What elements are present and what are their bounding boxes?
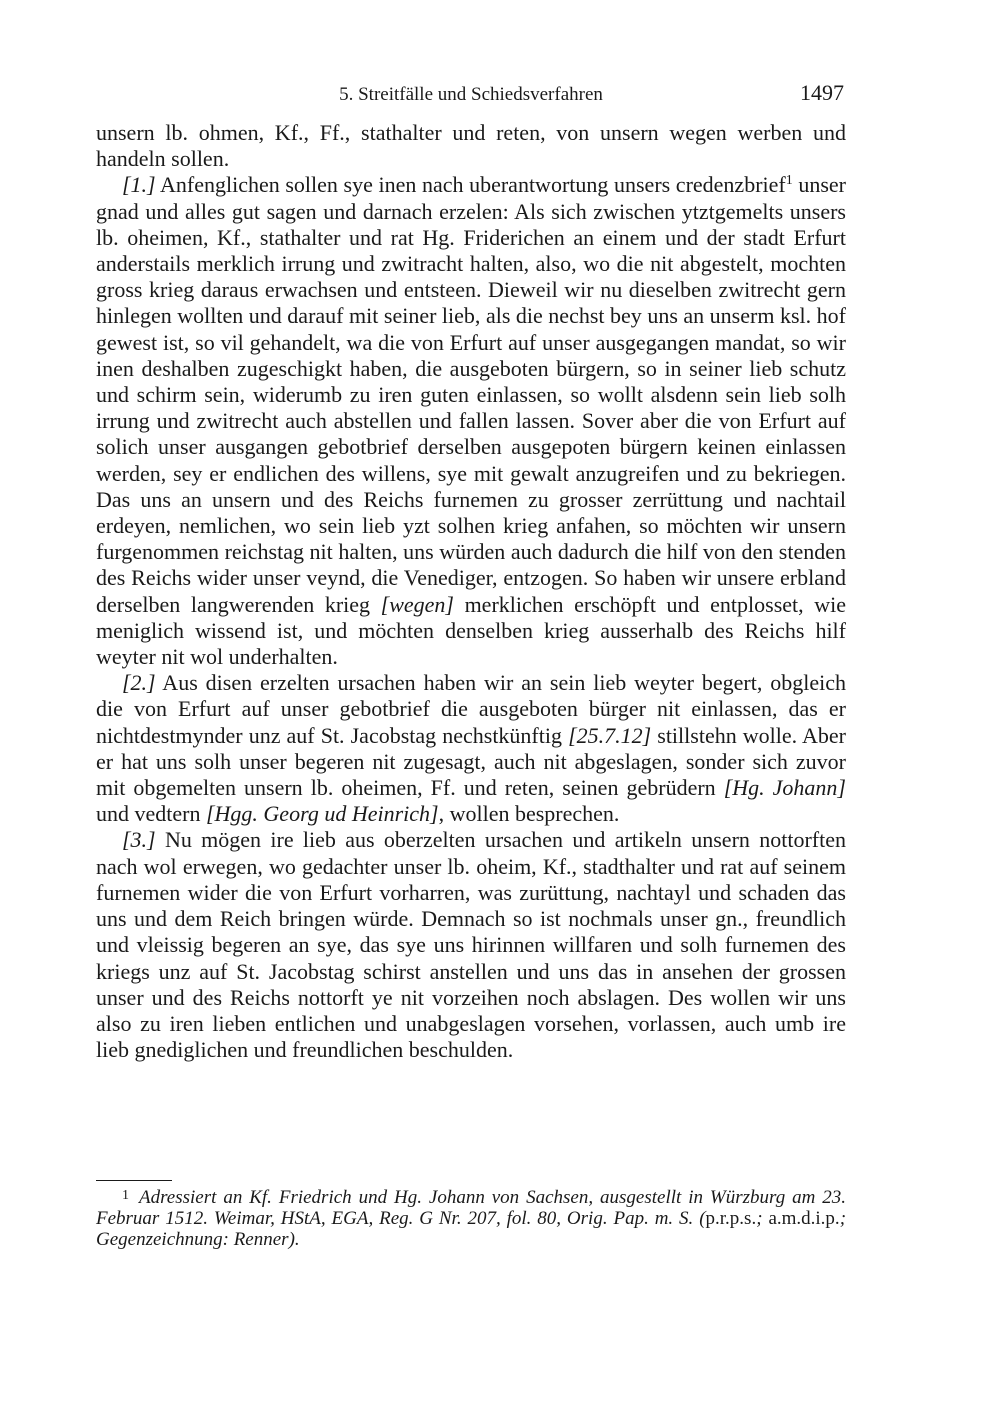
paragraph-text: merklichen erschöpft und entplosset, wie meniglich wissend ist, und möchten denselben krieg ausserhalb des Reichs hilf weyter nit wol underhalten. — [96, 591, 846, 670]
paragraph-text: unser gnad und alles gut sagen und darnach erzelen: Als sich zwischen ytztgemelts unsers lb. oheimen, Kf., stathalter und rat Hg. Friderichen an einem und der stadt Erfurt anderstails merklich irrung und zwitracht halten, also, wo die nit abgestelt, mochten gross krieg daraus erwachsen und entsteen. Dieweil wir nu dieselben zwitrecht gern hinlegen wollten und darauf mit seiner lieb, als die nechst bey uns an unserm ksl. hof gewest ist, so vil gehandelt, wa die von Erfurt auf unser ausgegangen mandat, so wir inen deshalben zugeschigkt haben, die ausgeboten bürgern, so in seiner lieb schutz und schirm sein, widerumb zu iren guten einlassen, so wollt alsdenn sein lieb solh irrung und zwitrecht auch abstellen und fallen lassen. Sover aber die von Erfurt auf solich unser ausgangen gebotbrief derselben ausgepoten bürgern keinen einlassen werden, sey er endlichen des willens, sye mit gewalt anzugreifen und zu bekriegen. Das uns an unsern und des Reichs furnemen zu grosser zerrüttung und nachtail erdeyen, nemlichen, wo sein lieb yzt solhen krieg anfahen, so möchten wir unsern furgenommen reichstag nit halten, uns würden auch dadurch die hilf von den stenden des Reichs wider unser veynd, die Venediger, entzogen. So haben wir unsere erbland derselben langwerenden krieg — [96, 172, 846, 617]
paragraph-1 — [96, 172, 846, 670]
paragraph-text: , wollen besprechen. — [438, 801, 620, 827]
paragraph-3 — [96, 827, 846, 1063]
paragraph-text: Aus disen erzelten ursachen haben wir an sein lieb weyter begert, obgleich die von Erfurt auf unser gebotbrief die ausgeboten bürger nit einlassen, das er nichtdestmynder unz auf St. Jacobstag nechstkünftig — [96, 670, 846, 748]
running-title: 5. Streitfälle und Schiedsverfahren — [339, 84, 603, 105]
editorial-insertion: [wegen] — [380, 591, 454, 617]
footnote-text: ; Gegenzeichnung: Renner). — [96, 1208, 847, 1250]
footnote-divider — [96, 1180, 172, 1181]
footnote-text: ; — [756, 1208, 769, 1229]
running-head — [96, 80, 846, 110]
editorial-insertion: [Hgg. Georg ud Heinrich] — [205, 801, 439, 827]
paragraph-text: unsern lb. ohmen, Kf., Ff., stathalter und reten, von unsern wegen werben und handeln sollen. — [96, 120, 846, 172]
footnote-reference[interactable]: 1 — [785, 173, 793, 189]
paragraph-continuation — [96, 120, 846, 172]
paragraph-text: Anfenglichen sollen sye inen nach uberantwortung unsers credenzbrief — [155, 172, 786, 198]
section-marker: [3.] — [122, 827, 156, 853]
footnote-abbreviation: p.r.p.s. — [705, 1208, 757, 1229]
paragraph-2 — [96, 670, 846, 827]
footnote-abbreviation: a.m.d.i.p. — [768, 1208, 840, 1229]
paragraph-text: Nu mögen ire lieb aus oberzelten ursachen und artikeln unsern nottorften nach wol erwegen, wo gedachter unser lb. oheim, Kf., stadthalter und rat auf seinem furnemen wider die von Erfurt vorharren, was zurüttung, nachtayl und schaden das uns und dem Reich bringen würde. Demnach so ist nochmals unser gn., freundlich und vleissig begeren an sye, das sye uns hirinnen willfaren und solh furnemen des kriegs unz auf St. Jacobstag schirst anstellen und uns das in ansehen der grossen unser und des Reichs nottorft ye nit vorzeihen noch abslagen. Des wollen wir uns also zu iren lieben entlichen und unabgeslagen vorsehen, vorlassen, auch umb ire lieb gnediglichen und freundlichen beschulden. — [96, 827, 846, 1063]
paragraph-text: stillstehn wolle. Aber er hat uns solh unser begeren nit zugesagt, auch nit abgeslagen, sonder sich zuvor mit obgemelten unsern lb. oheimen, Ff. und reten, seinen gebrüdern — [96, 722, 846, 801]
editorial-insertion: [Hg. Johann] — [723, 775, 846, 801]
editorial-date: [25.7.12] — [568, 722, 652, 748]
footnote — [96, 1185, 846, 1250]
footnote-text: Adressiert an Kf. Friedrich und Hg. Johann von Sachsen, ausgestellt in Würzburg am 23. Februar 1512. Weimar, HStA, EGA, Reg. G Nr. 207, fol. 80, Orig. Pap. m. S. ( — [96, 1187, 846, 1229]
section-marker: [1.] — [122, 172, 156, 198]
section-marker: [2.] — [122, 670, 156, 696]
page-number: 1497 — [800, 80, 844, 105]
footnote-number: 1 — [122, 1188, 129, 1203]
main-text — [96, 120, 846, 1063]
paragraph-text: und vedtern — [96, 801, 206, 827]
